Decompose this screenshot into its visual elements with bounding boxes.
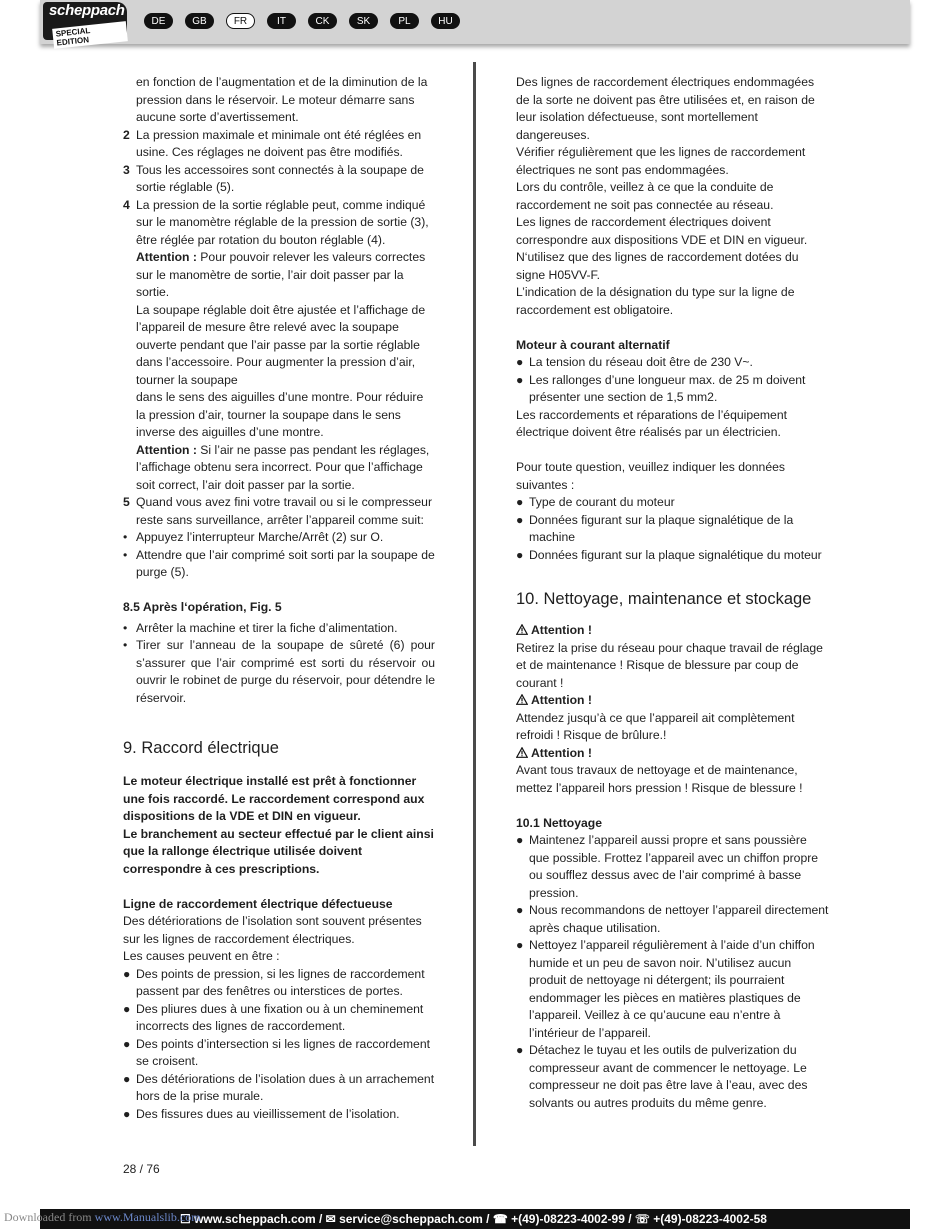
lang-it[interactable]: IT bbox=[267, 13, 296, 29]
paragraph: Vérifier régulièrement que les lignes de raccordement électriques ne sont pas endommagées. bbox=[516, 145, 806, 177]
attention-text: Si l’air ne passe pas pendant les réglages, l’affichage obtenu sera incorrect. Pour que l’affichage soit correct, l’air doit passer par la sortie. bbox=[136, 442, 430, 492]
lang-de[interactable]: DE bbox=[144, 13, 173, 29]
warning-label bbox=[516, 745, 830, 763]
item-number: 2 bbox=[123, 127, 130, 142]
paragraph: Des lignes de raccordement électriques endommagées de la sorte ne doivent pas être utilisées et, en raison de leur isolation défectueuse, sont mortellement dangereuses. bbox=[516, 75, 815, 142]
motor-heading: Moteur à courant alternatif bbox=[516, 337, 670, 352]
bullet-icon: ● bbox=[123, 966, 131, 981]
section-title: Raccord électrique bbox=[141, 739, 279, 757]
item-number: 3 bbox=[123, 162, 130, 177]
intro-text: en fonction de l’augmentation et de la diminution de la pression dans le réservoir. Le moteur démarre sans aucune sorte d’avertissement. bbox=[136, 75, 428, 124]
section-9-intro-1: Le moteur électrique installé est prêt à fonctionner une fois raccordé. Le raccordement correspond aux dispositions de la VDE et DIN en vigueur. bbox=[123, 774, 425, 823]
right-column bbox=[516, 74, 830, 1112]
section-9-intro-2: Le branchement au secteur effectué par le client ainsi que la rallonge électrique utilisée doivent correspondre à ces prescriptions. bbox=[123, 826, 434, 876]
list-item-text: La tension du réseau doit être de 230 V~. bbox=[529, 355, 753, 369]
causes-intro: Les causes peuvent en être : bbox=[123, 949, 280, 963]
bullet-icon: ● bbox=[516, 547, 524, 562]
language-selector bbox=[144, 13, 460, 29]
bullet-icon: ● bbox=[516, 372, 524, 387]
list-item bbox=[123, 1036, 435, 1071]
paragraph: Les raccordements et réparations de l’équipement électrique doivent être réalisés par un électricien. bbox=[516, 407, 787, 439]
item-number: 4 bbox=[123, 197, 130, 212]
section-10-1-heading: 10.1 Nettoyage bbox=[516, 815, 603, 830]
bullet-icon: ● bbox=[516, 355, 524, 369]
list-item bbox=[516, 372, 830, 407]
section-8-5-heading: 8.5 Après l‘opération, Fig. 5 bbox=[123, 600, 282, 614]
list-item bbox=[123, 966, 435, 1001]
list-item-text: Données figurant sur la plaque signalétique de la machine bbox=[529, 512, 794, 544]
list-item bbox=[516, 494, 830, 512]
section-9-heading bbox=[123, 737, 435, 759]
section-10-heading: 10. Nettoyage, maintenance et stockage bbox=[516, 590, 812, 608]
numbered-item-3 bbox=[123, 162, 435, 197]
paragraph: Lors du contrôle, veillez à ce que la conduite de raccordement ne soit pas connectée au réseau. bbox=[516, 180, 774, 212]
list-item-text: Type de courant du moteur bbox=[529, 495, 675, 509]
list-item bbox=[123, 620, 435, 638]
list-item bbox=[516, 937, 830, 1042]
lang-gb[interactable]: GB bbox=[185, 13, 214, 29]
list-item-text: Les rallonges d’une longueur max. de 25 m doivent présenter une section de 1,5 mm2. bbox=[529, 372, 806, 404]
warning-label bbox=[516, 622, 830, 640]
lang-pl[interactable]: PL bbox=[390, 13, 419, 29]
item-text: Quand vous avez fini votre travail ou si le compresseur reste sans surveillance, arrêter l’appareil comme suit: bbox=[136, 495, 433, 527]
left-column bbox=[123, 74, 435, 1123]
list-item-text: Tirer sur l’anneau de la soupape de sûreté (6) pour s’assurer que l’air comprimé est sorti du réservoir ou ouvrir le robinet de purge du réservoir, pour détendre le réservoir. bbox=[136, 638, 435, 705]
attention-note-1 bbox=[123, 249, 435, 302]
item-text: La pression de la sortie réglable peut, comme indiqué sur le manomètre réglable de la pression de sortie (3), être réglée par rotation du bouton réglable (4). bbox=[136, 197, 429, 247]
download-prefix: Downloaded from bbox=[4, 1210, 92, 1224]
list-item bbox=[123, 1071, 435, 1106]
attention-note-2 bbox=[123, 442, 435, 495]
list-item-text: Appuyez l’interrupteur Marche/Arrêt (2) sur O. bbox=[136, 530, 384, 544]
footer-contact: ☐ www.scheppach.com / ✉ service@scheppach.com / ☎ +(49)-08223-4002-99 / ☏ +(49)-08223-4002-58 bbox=[180, 1212, 767, 1226]
page-number: 28 / 76 bbox=[123, 1162, 160, 1176]
list-item bbox=[123, 529, 435, 547]
download-link[interactable]: www.Manualslib.com bbox=[94, 1210, 201, 1224]
bullet-icon: ● bbox=[123, 1071, 131, 1086]
list-item bbox=[123, 1106, 435, 1124]
bullet-icon: ● bbox=[516, 1043, 524, 1057]
paragraph: Les lignes de raccordement électriques doivent correspondre aux dispositions VDE et DIN en vigueur. N‘utilisez que des lignes de raccordement dotées du signe H05VV-F. bbox=[516, 215, 808, 282]
scheppach-logo bbox=[43, 2, 127, 48]
list-item-text: Des fissures dues au vieillissement de l’isolation. bbox=[136, 1106, 400, 1121]
bullet-icon: ● bbox=[123, 1036, 131, 1051]
list-item-text: Des points d’intersection si les lignes de raccordement se croisent. bbox=[136, 1036, 430, 1068]
list-item bbox=[516, 354, 830, 372]
bullet-icon: ● bbox=[516, 938, 524, 952]
list-item bbox=[516, 902, 830, 937]
list-item bbox=[123, 547, 435, 582]
attention-label: Attention : bbox=[136, 250, 197, 264]
paragraph-valve-b: dans le sens des aiguilles d’une montre. Pour réduire la pression d’air, tourner la soupape dans le sens inverse des aiguilles d’une montre. bbox=[136, 390, 424, 439]
bullet-icon: • bbox=[123, 547, 128, 562]
list-item bbox=[516, 512, 830, 547]
list-item-text: Arrêter la machine et tirer la fiche d’alimentation. bbox=[136, 620, 398, 635]
list-item-text: Nettoyez l’appareil régulièrement à l’aide d’un chiffon humide et un peu de savon noir. N’utilisez aucun produit de nettoyage ni détergent; ils pourraient endommager les pièces en matières plastiques de l’appareil. Veillez à ce qu’aucune eau n’entre à l’intérieur de l’appareil. bbox=[529, 938, 815, 1040]
paragraph: Pour toute question, veuillez indiquer les données suivantes : bbox=[516, 460, 785, 492]
bullet-icon: ● bbox=[516, 903, 524, 917]
paragraph-valve-a: La soupape réglable doit être ajustée et l’affichage de l’appareil de mesure être relevé avec la soupape ouverte pendant que l’air passe par la sortie réglable dans l’accessoire. Pour augmenter la pression d’air, tourner la soupape bbox=[136, 302, 426, 387]
warning-triangle-icon bbox=[516, 747, 528, 758]
bullet-icon: • bbox=[123, 638, 128, 652]
list-item bbox=[516, 832, 830, 902]
warning-triangle-icon bbox=[516, 694, 528, 705]
bullet-icon: ● bbox=[123, 1106, 131, 1121]
warning-text: Attention ! bbox=[531, 745, 592, 760]
list-item bbox=[123, 637, 435, 707]
bullet-icon: ● bbox=[516, 512, 524, 527]
list-item-text: Maintenez l’appareil aussi propre et sans poussière que possible. Frottez l’appareil avec un chiffon propre ou soufflez dessus avec de l’air comprimé à basse pression. bbox=[529, 833, 819, 900]
lang-sk[interactable]: SK bbox=[349, 13, 378, 29]
bullet-icon: • bbox=[123, 620, 128, 635]
page-header bbox=[40, 0, 910, 48]
list-item bbox=[123, 1001, 435, 1036]
warning-body-3: Avant tous travaux de nettoyage et de maintenance, mettez l’appareil hors pression ! Risque de blessure ! bbox=[516, 763, 803, 795]
lang-ck[interactable]: CK bbox=[308, 13, 337, 29]
attention-label: Attention : bbox=[136, 442, 197, 457]
numbered-item-2 bbox=[123, 127, 435, 162]
list-item-text: Nous recommandons de nettoyer l’appareil directement après chaque utilisation. bbox=[529, 903, 829, 935]
list-item-text: Attendre que l’air comprimé soit sorti par la soupape de purge (5). bbox=[136, 547, 435, 579]
warning-body-2: Attendez jusqu’à ce que l’appareil ait complètement refroidi ! Risque de brûlure.! bbox=[516, 710, 795, 742]
numbered-item-4 bbox=[123, 197, 435, 250]
bullet-icon: ● bbox=[516, 833, 524, 847]
bullet-icon: ● bbox=[123, 1001, 131, 1016]
numbered-item-5 bbox=[123, 494, 435, 529]
item-number: 5 bbox=[123, 495, 130, 509]
warning-label bbox=[516, 692, 830, 710]
list-item bbox=[516, 547, 830, 565]
paragraph: L’indication de la désignation du type sur la ligne de raccordement est obligatoire. bbox=[516, 285, 795, 317]
list-item-text: Des pliures dues à une fixation ou à un cheminement incorrects des lignes de raccordement. bbox=[136, 1001, 424, 1033]
lang-hu[interactable]: HU bbox=[431, 13, 460, 29]
list-item bbox=[516, 1042, 830, 1112]
list-item-text: Détachez le tuyau et les outils de pulverization du compresseur avant de commencer le nettoyage. Le compresseur ne doit pas être lave à l’eau, avec des solvants ou autres produits du même genre. bbox=[529, 1043, 808, 1110]
column-divider bbox=[473, 62, 476, 1146]
bullet-icon: ● bbox=[516, 495, 524, 509]
logo-special-edition: SPECIAL EDITION bbox=[52, 21, 128, 49]
list-item-text: Des détériorations de l’isolation dues à un arrachement hors de la prise murale. bbox=[136, 1071, 435, 1103]
list-item-text: Données figurant sur la plaque signalétique du moteur bbox=[529, 547, 822, 562]
item-text: La pression maximale et minimale ont été réglées en usine. Ces réglages ne doivent pas être modifiés. bbox=[136, 127, 422, 159]
warning-text: Attention ! bbox=[531, 693, 592, 707]
defect-line-heading: Ligne de raccordement électrique défectueuse bbox=[123, 896, 393, 911]
logo-wordmark: scheppach bbox=[49, 2, 125, 19]
download-watermark bbox=[4, 1209, 201, 1225]
list-item-text: Des points de pression, si les lignes de raccordement passent par des fenêtres ou interstices de portes. bbox=[136, 966, 425, 998]
bullet-icon: • bbox=[123, 530, 128, 544]
section-number: 9. bbox=[123, 739, 137, 757]
attention-text: Pour pouvoir relever les valeurs correctes sur le manomètre de sortie, l’air doit passer par la sortie. bbox=[136, 250, 426, 299]
warning-body-1: Retirez la prise du réseau pour chaque travail de réglage et de maintenance ! Risque de blessure par coup de courant ! bbox=[516, 640, 823, 690]
warning-triangle-icon bbox=[516, 624, 528, 635]
item-text: Tous les accessoires sont connectés à la soupape de sortie réglable (5). bbox=[136, 162, 424, 194]
lang-fr[interactable]: FR bbox=[226, 13, 255, 29]
warning-text: Attention ! bbox=[531, 623, 592, 637]
defect-line-text: Des détériorations de l’isolation sont souvent présentes sur les lignes de raccordement électriques. bbox=[123, 914, 422, 946]
